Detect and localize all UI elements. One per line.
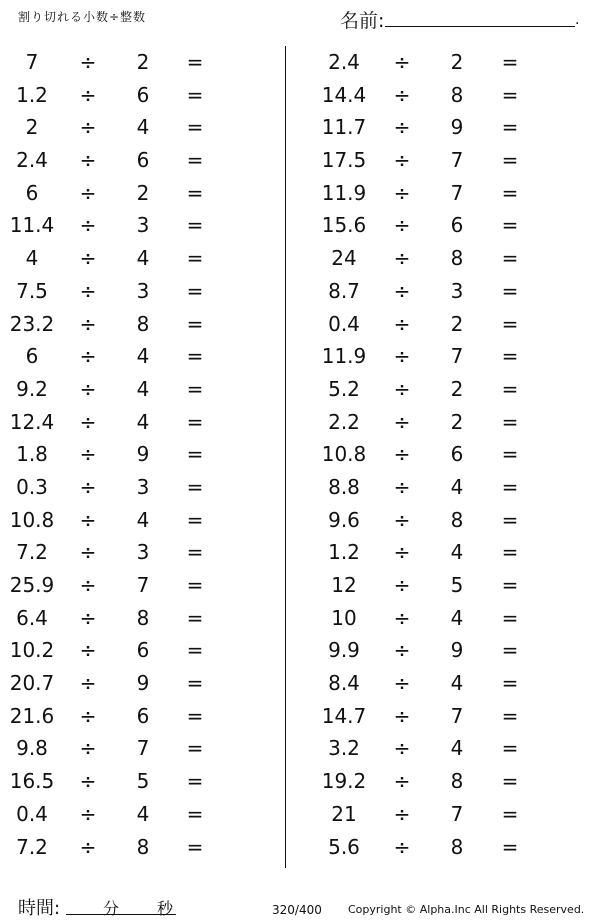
divide-sign: ÷ — [393, 801, 411, 826]
divide-sign: ÷ — [393, 278, 411, 303]
divisor: 2 — [450, 50, 464, 74]
divisor: 8 — [136, 311, 150, 336]
divisor: 8 — [450, 769, 464, 794]
divide-sign: ÷ — [393, 344, 411, 369]
equals-sign: = — [501, 638, 519, 663]
dividend: 7.2 — [16, 540, 48, 565]
dividend: 20.7 — [9, 671, 55, 696]
dividend: 11.7 — [321, 115, 367, 140]
divide-sign: ÷ — [79, 344, 97, 369]
equals-sign: = — [186, 115, 204, 140]
dividend: 4 — [25, 246, 39, 271]
divisor: 4 — [450, 474, 464, 499]
divide-sign: ÷ — [79, 278, 97, 303]
dividend: 21 — [331, 801, 357, 826]
dividend: 6.4 — [16, 605, 48, 630]
column-divider — [285, 46, 286, 868]
divide-sign: ÷ — [393, 50, 411, 74]
divisor: 8 — [450, 834, 464, 859]
divisor: 6 — [136, 148, 150, 173]
divide-sign: ÷ — [79, 474, 97, 499]
equals-sign: = — [186, 409, 204, 434]
dividend: 25.9 — [9, 573, 55, 597]
divide-sign: ÷ — [393, 834, 411, 859]
divide-sign: ÷ — [393, 82, 411, 107]
divide-sign: ÷ — [393, 246, 411, 271]
divisor: 7 — [450, 180, 464, 205]
divisor: 6 — [136, 638, 150, 663]
divide-sign: ÷ — [393, 442, 411, 467]
equals-sign: = — [186, 507, 204, 532]
dividend: 14.7 — [321, 703, 367, 728]
minutes-label: 分 — [103, 899, 120, 918]
divide-sign: ÷ — [79, 736, 97, 761]
divide-sign: ÷ — [393, 311, 411, 336]
divisor: 8 — [450, 246, 464, 271]
divisor: 4 — [136, 409, 150, 434]
equals-sign: = — [501, 442, 519, 467]
dividend: 11.9 — [321, 344, 367, 369]
dividend: 14.4 — [321, 82, 367, 107]
divide-sign: ÷ — [393, 736, 411, 761]
dividend: 2.4 — [16, 148, 48, 173]
name-label: 名前: — [340, 10, 385, 32]
equals-sign: = — [501, 409, 519, 434]
dividend: 21.6 — [9, 703, 55, 728]
dividend: 10.2 — [9, 638, 55, 663]
dividend: 6 — [25, 180, 39, 205]
divide-sign: ÷ — [393, 573, 411, 597]
divide-sign: ÷ — [79, 376, 97, 401]
dividend: 17.5 — [321, 148, 367, 173]
equals-sign: = — [501, 671, 519, 696]
divisor: 6 — [136, 703, 150, 728]
divide-sign: ÷ — [79, 148, 97, 173]
copyright-notice: Copyright © Alpha.Inc All Rights Reserved. — [348, 903, 585, 916]
divide-sign: ÷ — [79, 50, 97, 74]
divisor: 4 — [136, 344, 150, 369]
dividend: 7 — [25, 50, 39, 74]
equals-sign: = — [186, 344, 204, 369]
divide-sign: ÷ — [393, 540, 411, 565]
divide-sign: ÷ — [79, 115, 97, 140]
divide-sign: ÷ — [79, 442, 97, 467]
equals-sign: = — [501, 278, 519, 303]
equals-sign: = — [186, 671, 204, 696]
equals-sign: = — [501, 540, 519, 565]
dividend: 8.4 — [328, 671, 360, 696]
dividend: 10.8 — [9, 507, 55, 532]
dividend: 9.6 — [328, 507, 360, 532]
divisor: 3 — [136, 540, 150, 565]
equals-sign: = — [501, 115, 519, 140]
equals-sign: = — [501, 344, 519, 369]
equals-sign: = — [186, 311, 204, 336]
equals-sign: = — [186, 573, 204, 597]
divisor: 8 — [450, 507, 464, 532]
divide-sign: ÷ — [393, 671, 411, 696]
divisor: 4 — [450, 540, 464, 565]
equals-sign: = — [186, 769, 204, 794]
divide-sign: ÷ — [393, 474, 411, 499]
divide-sign: ÷ — [393, 703, 411, 728]
dividend: 2.4 — [328, 50, 360, 74]
divisor: 9 — [136, 671, 150, 696]
divisor: 9 — [450, 638, 464, 663]
dividend: 12.4 — [9, 409, 55, 434]
dividend: 23.2 — [9, 311, 55, 336]
divisor: 2 — [136, 50, 150, 74]
divisor: 2 — [136, 180, 150, 205]
divide-sign: ÷ — [393, 376, 411, 401]
divide-sign: ÷ — [79, 573, 97, 597]
equals-sign: = — [186, 736, 204, 761]
equals-sign: = — [501, 213, 519, 238]
divide-sign: ÷ — [393, 409, 411, 434]
divisor: 5 — [136, 769, 150, 794]
divisor: 3 — [136, 474, 150, 499]
equals-sign: = — [186, 213, 204, 238]
dividend: 8.8 — [328, 474, 360, 499]
divide-sign: ÷ — [79, 180, 97, 205]
divide-sign: ÷ — [79, 540, 97, 565]
divisor: 6 — [450, 442, 464, 467]
dividend: 2.2 — [328, 409, 360, 434]
divisor: 4 — [136, 376, 150, 401]
equals-sign: = — [501, 834, 519, 859]
equals-sign: = — [186, 638, 204, 663]
divisor: 6 — [450, 213, 464, 238]
dividend: 9.2 — [16, 376, 48, 401]
equals-sign: = — [186, 180, 204, 205]
divisor: 2 — [450, 376, 464, 401]
dividend: 10.8 — [321, 442, 367, 467]
dividend: 15.6 — [321, 213, 367, 238]
page-number: 320/400 — [272, 903, 322, 917]
divide-sign: ÷ — [393, 148, 411, 173]
divide-sign: ÷ — [79, 605, 97, 630]
divisor: 3 — [136, 213, 150, 238]
divisor: 6 — [136, 82, 150, 107]
divide-sign: ÷ — [79, 638, 97, 663]
dividend: 1.2 — [328, 540, 360, 565]
equals-sign: = — [501, 703, 519, 728]
equals-sign: = — [186, 703, 204, 728]
divisor: 4 — [136, 801, 150, 826]
seconds-label: 秒 — [157, 899, 174, 918]
divisor: 4 — [450, 736, 464, 761]
dividend: 16.5 — [9, 769, 55, 794]
equals-sign: = — [501, 376, 519, 401]
dividend: 0.4 — [328, 311, 360, 336]
divide-sign: ÷ — [79, 311, 97, 336]
dividend: 9.8 — [16, 736, 48, 761]
dividend: 1.8 — [16, 442, 48, 467]
dividend: 0.3 — [16, 474, 48, 499]
divisor: 7 — [450, 344, 464, 369]
divide-sign: ÷ — [79, 671, 97, 696]
equals-sign: = — [501, 605, 519, 630]
divide-sign: ÷ — [393, 115, 411, 140]
dividend: 9.9 — [328, 638, 360, 663]
divisor: 4 — [136, 507, 150, 532]
equals-sign: = — [501, 801, 519, 826]
divide-sign: ÷ — [393, 180, 411, 205]
equals-sign: = — [186, 82, 204, 107]
divisor: 3 — [450, 278, 464, 303]
dividend: 12 — [331, 573, 357, 597]
equals-sign: = — [501, 82, 519, 107]
equals-sign: = — [186, 540, 204, 565]
divide-sign: ÷ — [79, 82, 97, 107]
divisor: 8 — [450, 82, 464, 107]
time-label: 時間: — [18, 898, 61, 919]
dividend: 1.2 — [16, 82, 48, 107]
divide-sign: ÷ — [79, 703, 97, 728]
dividend: 7.5 — [16, 278, 48, 303]
divide-sign: ÷ — [79, 246, 97, 271]
divisor: 4 — [450, 605, 464, 630]
divisor: 8 — [136, 605, 150, 630]
divisor: 4 — [450, 671, 464, 696]
divide-sign: ÷ — [79, 834, 97, 859]
equals-sign: = — [501, 507, 519, 532]
equals-sign: = — [186, 246, 204, 271]
dividend: 6 — [25, 344, 39, 369]
equals-sign: = — [501, 180, 519, 205]
divisor: 4 — [136, 246, 150, 271]
divide-sign: ÷ — [79, 769, 97, 794]
name-field-line[interactable] — [385, 26, 575, 27]
dividend: 7.2 — [16, 834, 48, 859]
divide-sign: ÷ — [393, 507, 411, 532]
divisor: 4 — [136, 115, 150, 140]
equals-sign: = — [186, 148, 204, 173]
dividend: 11.4 — [9, 213, 55, 238]
equals-sign: = — [186, 474, 204, 499]
equals-sign: = — [186, 376, 204, 401]
dividend: 5.2 — [328, 376, 360, 401]
equals-sign: = — [186, 605, 204, 630]
dividend: 11.9 — [321, 180, 367, 205]
divisor: 5 — [450, 573, 464, 597]
dividend: 5.6 — [328, 834, 360, 859]
equals-sign: = — [186, 50, 204, 74]
dividend: 3.2 — [328, 736, 360, 761]
divisor: 3 — [136, 278, 150, 303]
equals-sign: = — [186, 801, 204, 826]
divide-sign: ÷ — [79, 801, 97, 826]
equals-sign: = — [186, 834, 204, 859]
equals-sign: = — [501, 769, 519, 794]
divide-sign: ÷ — [393, 638, 411, 663]
divisor: 7 — [450, 148, 464, 173]
divide-sign: ÷ — [393, 213, 411, 238]
divisor: 2 — [450, 311, 464, 336]
worksheet-title: 割り切れる小数÷整数 — [18, 10, 147, 24]
divisor: 9 — [450, 115, 464, 140]
equals-sign: = — [186, 442, 204, 467]
dividend: 19.2 — [321, 769, 367, 794]
equals-sign: = — [186, 278, 204, 303]
divisor: 2 — [450, 409, 464, 434]
equals-sign: = — [501, 573, 519, 597]
equals-sign: = — [501, 50, 519, 74]
divide-sign: ÷ — [79, 507, 97, 532]
divide-sign: ÷ — [393, 605, 411, 630]
dividend: 2 — [25, 115, 39, 140]
dividend: 10 — [331, 605, 357, 630]
divide-sign: ÷ — [79, 409, 97, 434]
divisor: 8 — [136, 834, 150, 859]
divide-sign: ÷ — [79, 213, 97, 238]
divisor: 7 — [450, 703, 464, 728]
dividend: 8.7 — [328, 278, 360, 303]
dividend: 24 — [331, 246, 357, 271]
divisor: 7 — [136, 573, 150, 597]
equals-sign: = — [501, 148, 519, 173]
equals-sign: = — [501, 736, 519, 761]
equals-sign: = — [501, 311, 519, 336]
divide-sign: ÷ — [393, 769, 411, 794]
equals-sign: = — [501, 246, 519, 271]
dividend: 0.4 — [16, 801, 48, 826]
equals-sign: = — [501, 474, 519, 499]
name-field-end: . — [575, 12, 580, 28]
divisor: 7 — [450, 801, 464, 826]
divisor: 9 — [136, 442, 150, 467]
divisor: 7 — [136, 736, 150, 761]
